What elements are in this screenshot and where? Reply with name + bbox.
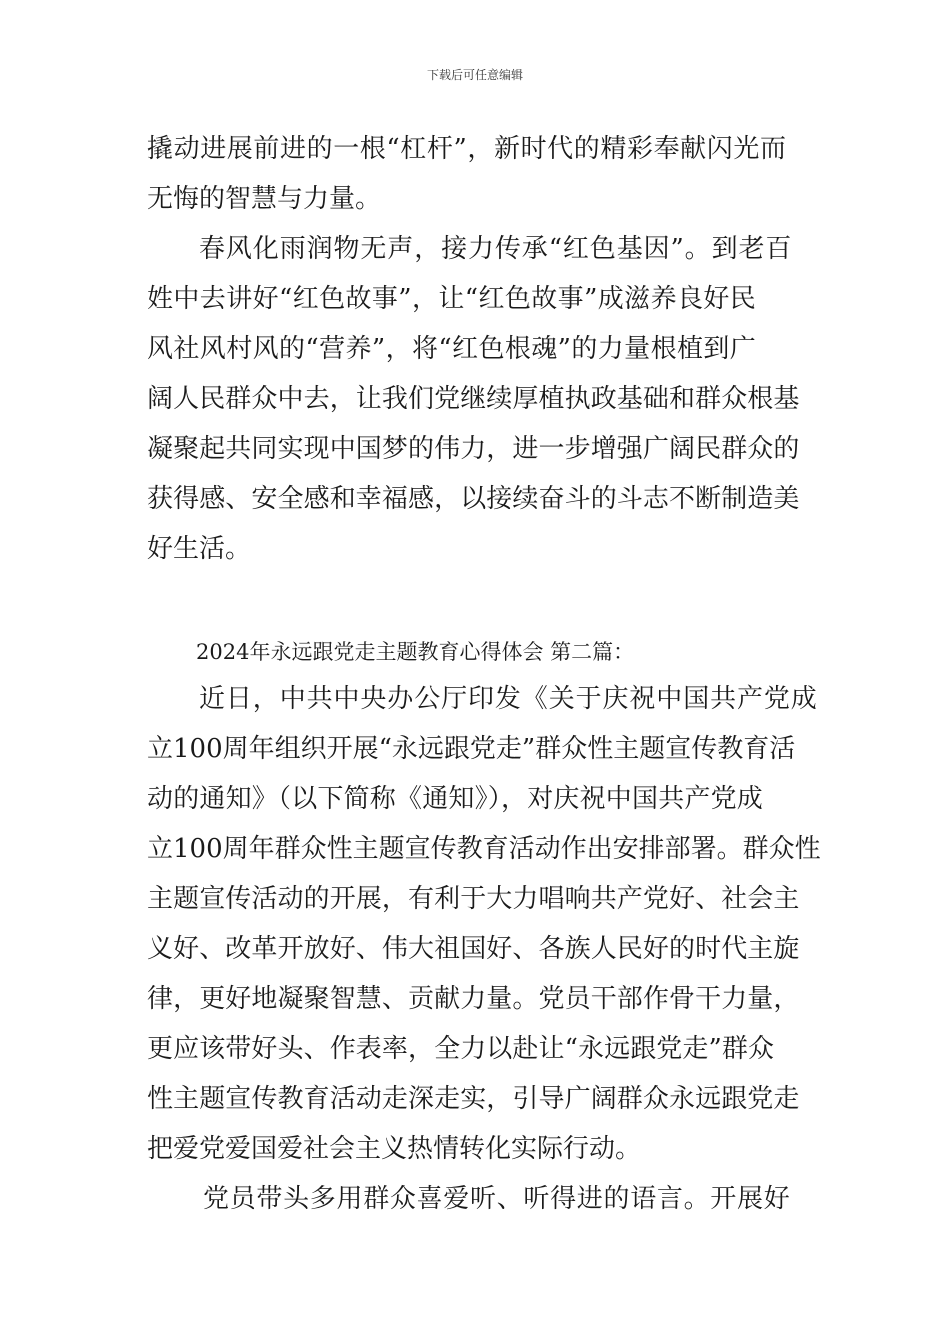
section-heading: 2024年永远跟党走主题教育心得体会 第二篇： [196,640,635,664]
text-line: 阔人民群众中去，让我们党继续厚植执政基础和群众根基 [147,384,800,414]
text-line: 义好、改革开放好、伟大祖国好、各族人民好的时代主旋 [147,934,800,964]
text-line: 无悔的智慧与力量。 [147,184,382,214]
text-line: 更应该带好头、作表率，全力以赴让“永远跟党走”群众 [147,1034,775,1064]
header-note: 下载后可任意编辑 [426,68,523,82]
text-line: 动的通知》（以下简称《通知》），对庆祝中国共产党成 [147,784,764,814]
text-line: 风社风村风的“营养”，将“红色根魂”的力量根植到广 [147,334,757,364]
text-line: 近日，中共中央办公厅印发《关于庆祝中国共产党成 [199,684,818,714]
text-line: 党员带头多用群众喜爱听、听得进的语言。开展好 [203,1184,791,1214]
text-line: 性主题宣传教育活动走深走实，引导广阔群众永远跟党走 [147,1084,800,1114]
text-line: 立100周年组织开展“永远跟党走”群众性主题宣传教育活 [147,734,796,764]
text-line: 把爱党爱国爱社会主义热情转化实际行动。 [147,1134,642,1164]
text-line: 律，更好地凝聚智慧、贡献力量。党员干部作骨干力量， [147,984,800,1014]
text-line: 好生活。 [147,534,252,564]
text-line: 立100周年群众性主题宣传教育活动作出安排部署。群众性 [147,834,821,864]
text-line: 姓中去讲好“红色故事”，让“红色故事”成滋养良好民 [147,284,757,314]
text-line: 凝聚起共同实现中国梦的伟力，进一步增强广阔民群众的 [147,434,800,464]
text-line: 撬动进展前进的一根“杠杆”，新时代的精彩奉献闪光而 [147,134,787,164]
text-line: 获得感、安全感和幸福感，以接续奋斗的斗志不断制造美 [147,484,800,514]
text-line: 春风化雨润物无声，接力传承“红色基因”。到老百 [199,234,793,264]
text-line: 主题宣传活动的开展，有利于大力唱响共产党好、社会主 [147,884,800,914]
